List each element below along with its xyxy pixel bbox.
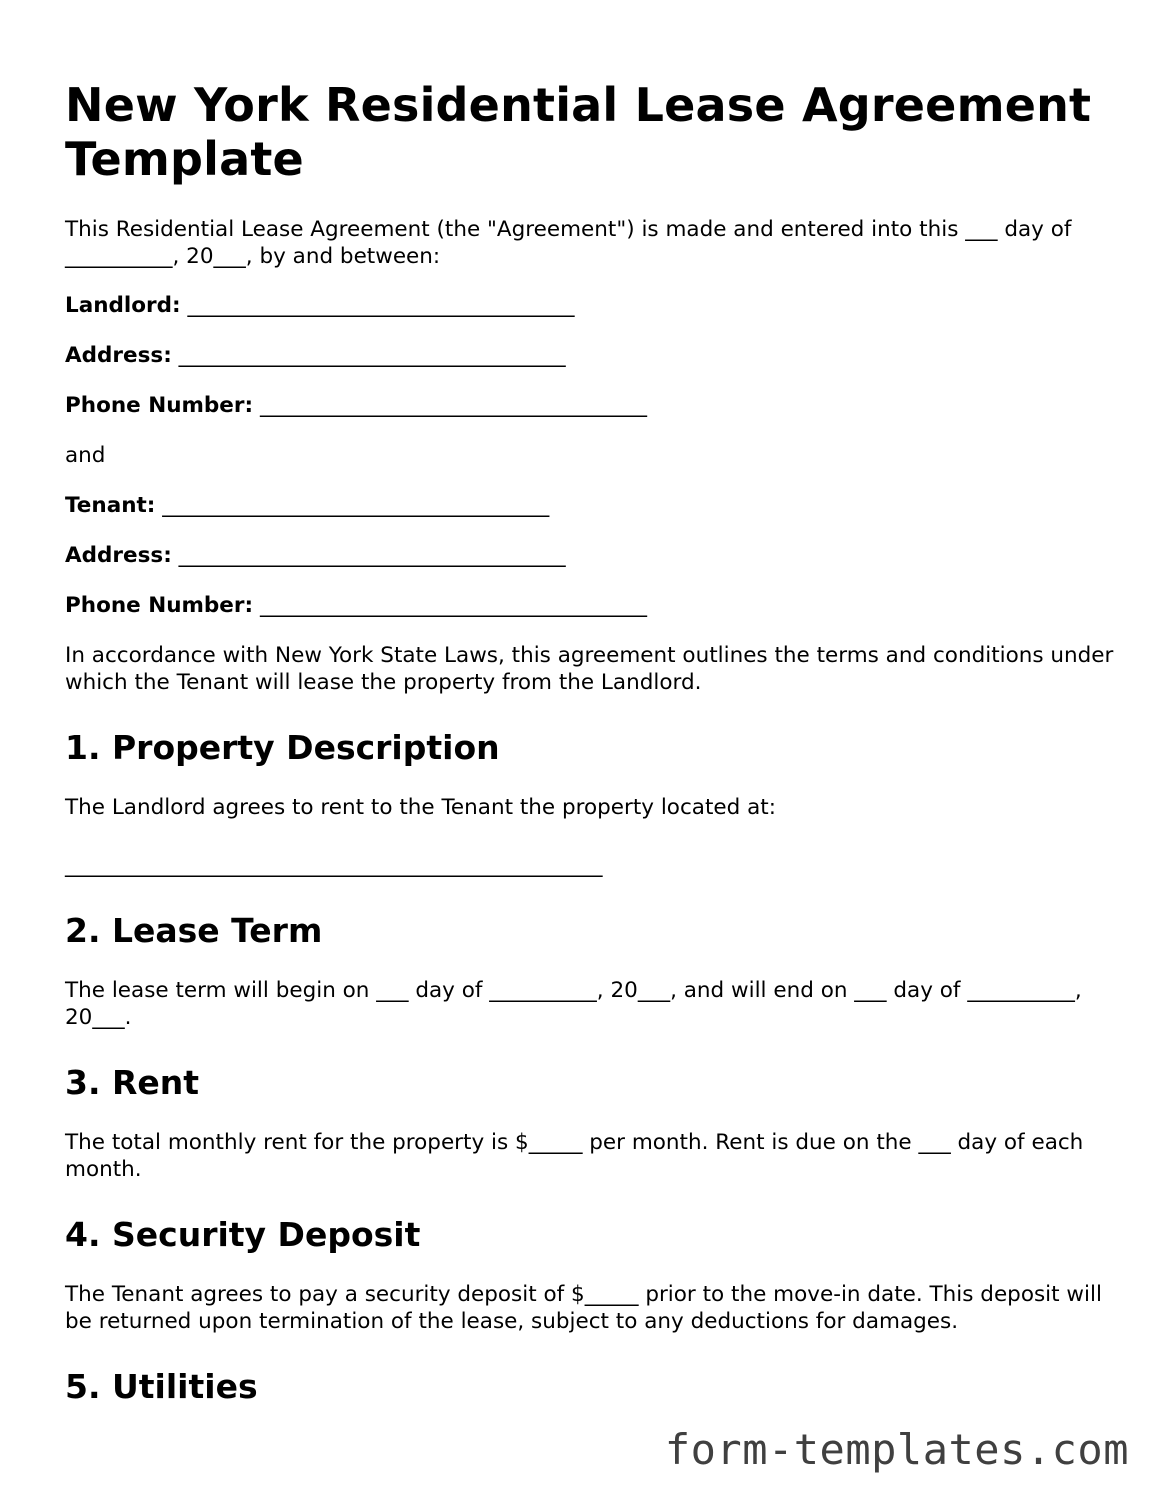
landlord-phone-blank[interactable]: ____________________________________ [259, 393, 647, 418]
landlord-name-field [65, 292, 1115, 319]
and-text: and [65, 443, 106, 468]
accordance-paragraph: In accordance with New York State Laws, this agreement outlines the terms and conditions under which the Tenant will lease the property from the Landlord. [65, 643, 1114, 695]
landlord-name-label: Landlord: [65, 293, 181, 318]
tenant-phone-label: Phone Number: [65, 593, 254, 618]
tenant-address-blank[interactable]: ____________________________________ [178, 543, 566, 568]
document-title: New York Residential Lease Agreement Template [65, 78, 1092, 186]
landlord-address-label: Address: [65, 343, 172, 368]
tenant-address-field [65, 542, 1115, 569]
intro-paragraph: This Residential Lease Agreement (the "Agreement") is made and entered into this ___ day of __________, 20___, by and between: [65, 217, 1072, 269]
section-body-lease-term: The lease term will begin on ___ day of __________, 20___, and will end on ___ day of __________, 20___. [65, 978, 1082, 1030]
watermark: form-templates.com [664, 1425, 1129, 1474]
section-heading-lease-term: 2. Lease Term [65, 911, 323, 950]
tenant-address-label: Address: [65, 543, 172, 568]
section-heading-utilities: 5. Utilities [65, 1367, 258, 1406]
tenant-phone-blank[interactable]: ____________________________________ [259, 593, 647, 618]
landlord-address-blank[interactable]: ____________________________________ [178, 343, 566, 368]
section-body-property: The Landlord agrees to rent to the Tenant the property located at: [65, 795, 776, 820]
landlord-phone-label: Phone Number: [65, 393, 254, 418]
tenant-name-label: Tenant: [65, 493, 156, 518]
landlord-name-blank[interactable]: ____________________________________ [187, 293, 575, 318]
section-body-rent: The total monthly rent for the property is $_____ per month. Rent is due on the ___ day of each month. [65, 1130, 1084, 1182]
section-heading-property: 1. Property Description [65, 728, 500, 767]
section-body-security-deposit: The Tenant agrees to pay a security deposit of $_____ prior to the move-in date. This deposit will be returned upon termination of the lease, subject to any deductions for damages. [65, 1282, 1102, 1334]
tenant-name-field [65, 492, 1115, 519]
landlord-phone-field [65, 392, 1115, 419]
tenant-name-blank[interactable]: ____________________________________ [162, 493, 550, 518]
section-heading-rent: 3. Rent [65, 1063, 200, 1102]
section-heading-security-deposit: 4. Security Deposit [65, 1215, 421, 1254]
landlord-address-field [65, 342, 1115, 369]
tenant-phone-field [65, 592, 1115, 619]
document-page [65, 78, 1115, 1433]
property-address-blank[interactable]: __________________________________________________ [65, 853, 603, 878]
